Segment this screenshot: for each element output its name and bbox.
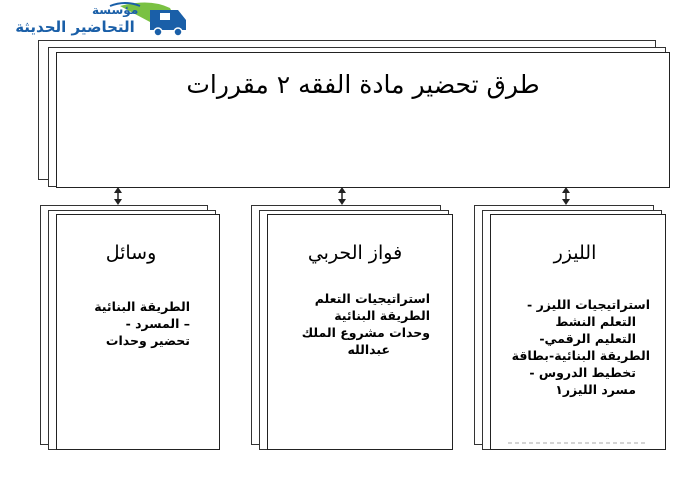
list-item: عبدالله: [347, 342, 390, 357]
list-item: وحدات مشروع الملك: [301, 325, 430, 340]
diagram-title: طرق تحضير مادة الفقه ٢ مقررات: [186, 70, 540, 99]
logo-name: التحاضير الحديثة: [15, 18, 135, 36]
column-body-laser: [500, 296, 650, 398]
logo-subtitle: مؤسسة: [92, 3, 139, 17]
column-title-wasail: وسائل: [105, 242, 157, 264]
list-item: الطريقة البنائية-بطاقة: [511, 348, 650, 363]
column-title-fawaz: فواز الحربي: [307, 242, 403, 264]
list-item: استراتيجيات التعلم: [314, 291, 430, 306]
list-item: التعليم الرقمي-: [539, 331, 636, 346]
column-body-wasail: [60, 298, 190, 349]
list-item: استراتيجيات الليزر -: [527, 297, 650, 312]
list-item: الطريقة البنائية: [94, 299, 190, 314]
connector-arrow-right: [561, 187, 571, 205]
connector-arrow-left: [113, 187, 123, 205]
list-item: – المسرد -: [125, 316, 190, 331]
list-item: تخطيط الدروس -: [529, 365, 636, 380]
brand-logo: [0, 0, 190, 44]
column-title-laser: الليزر: [553, 242, 597, 264]
list-item: تحضير وحدات: [105, 333, 190, 348]
column-body-fawaz: [285, 290, 430, 358]
connector-arrow-center: [337, 187, 347, 205]
faint-footnote-mark: [508, 440, 648, 446]
list-item: التعلم النشط: [555, 314, 636, 329]
list-item: مسرد الليزر١: [555, 382, 636, 397]
list-item: الطريقة البنائية: [334, 308, 430, 323]
